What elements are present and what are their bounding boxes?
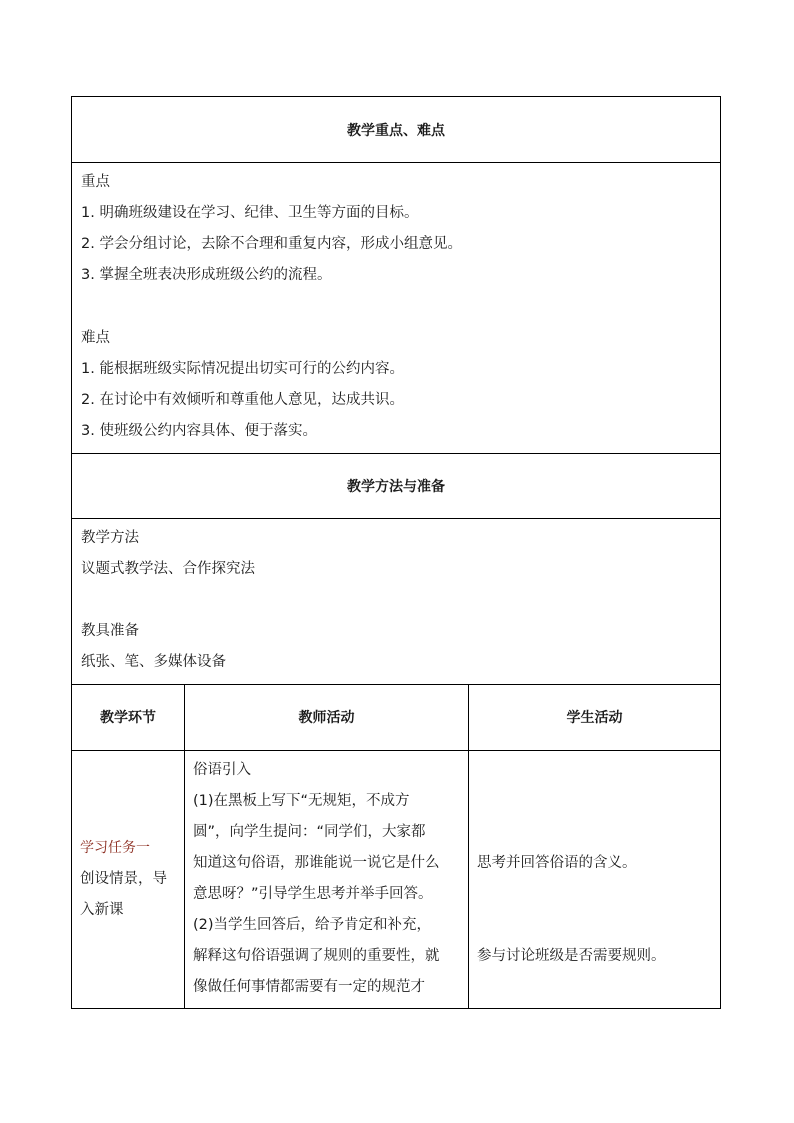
col-header-teacher: 教师活动 [298, 710, 355, 726]
difficult-point-item: 2. 在讨论中有效倾听和尊重他人意见，达成共识。 [81, 392, 404, 408]
key-points-title: 重点 [81, 174, 110, 190]
key-point-item: 2. 学会分组讨论，去除不合理和重复内容，形成小组意见。 [81, 236, 462, 252]
teacher-activity-line: 知道这句俗语，那谁能说一说它是什么 [193, 855, 440, 871]
col-header-stage: 教学环节 [100, 710, 156, 726]
focus-content-cell [71, 162, 721, 454]
col-header-student: 学生活动 [566, 710, 623, 726]
focus-header-cell [71, 96, 721, 163]
focus-header: 教学重点、难点 [347, 122, 445, 139]
student-activity-line: 思考并回答俗语的含义。 [477, 855, 637, 871]
teacher-activity-line: 俗语引入 [193, 762, 251, 778]
method-text: 议题式教学法、合作探究法 [81, 561, 255, 577]
methods-header-cell [71, 453, 721, 519]
method-title: 教学方法 [81, 530, 139, 546]
stage-name-line: 创设情景，导 [80, 871, 167, 887]
task-label: 学习任务一 [80, 840, 150, 856]
teacher-activity-line: 意思呀？”引导学生思考并举手回答。 [193, 886, 433, 902]
student-activity-line: 参与讨论班级是否需要规则。 [477, 948, 666, 964]
teacher-activity-line: 圆”，向学生提问：“同学们，大家都 [193, 824, 426, 840]
activity-table-header [71, 684, 721, 751]
key-point-item: 3. 掌握全班表决形成班级公约的流程。 [81, 267, 332, 283]
difficult-point-item: 3. 使班级公约内容具体、便于落实。 [81, 423, 317, 439]
prep-title: 教具准备 [81, 623, 139, 639]
methods-header: 教学方法与准备 [347, 478, 445, 495]
difficult-point-item: 1. 能根据班级实际情况提出切实可行的公约内容。 [81, 361, 404, 377]
difficult-points-title: 难点 [81, 330, 110, 346]
methods-content-cell [71, 518, 721, 685]
stage-name-line: 入新课 [80, 902, 124, 918]
teacher-activity-line: (2)当学生回答后，给予肯定和补充， [193, 917, 432, 933]
table-row [71, 750, 721, 1009]
teacher-activity-line: 解释这句俗语强调了规则的重要性，就 [193, 948, 440, 964]
prep-text: 纸张、笔、多媒体设备 [81, 654, 226, 670]
teacher-activity-line: 像做任何事情都需要有一定的规范才 [193, 979, 425, 995]
teacher-activity-line: (1)在黑板上写下“无规矩，不成方 [193, 793, 410, 809]
key-point-item: 1. 明确班级建设在学习、纪律、卫生等方面的目标。 [81, 205, 419, 221]
